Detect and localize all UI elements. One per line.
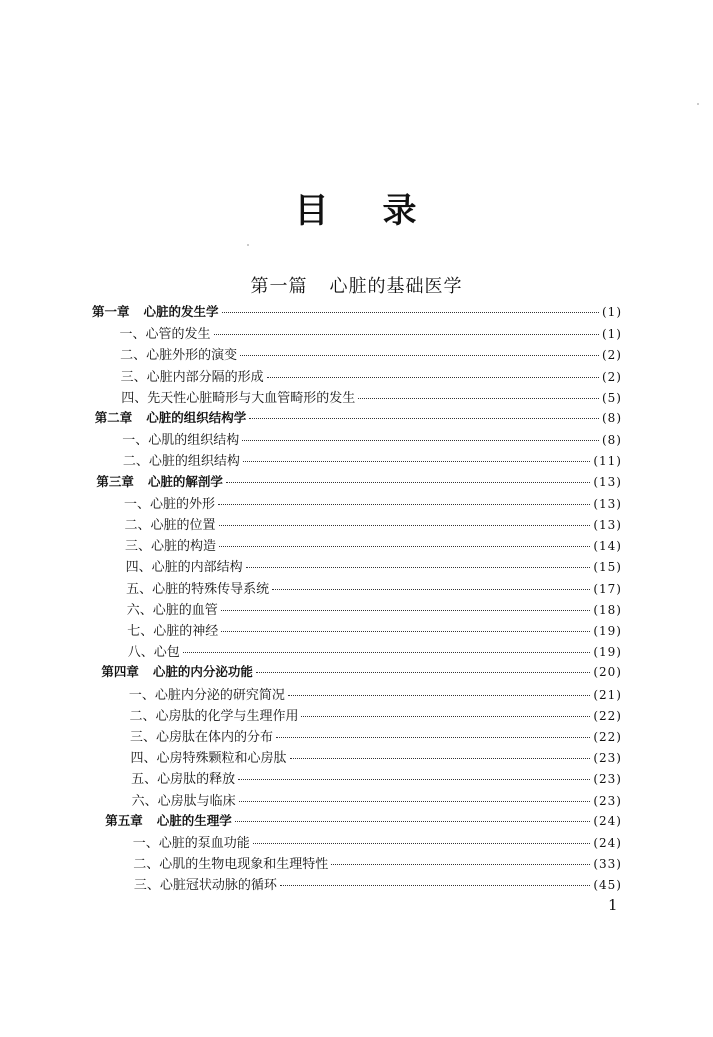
toc-page-number: (22) xyxy=(593,730,622,744)
toc-page-number: (13) xyxy=(593,518,622,532)
dot-leader xyxy=(243,461,590,462)
section-title: 五、心房肽的释放 xyxy=(131,772,236,788)
toc-entry-label xyxy=(126,556,243,575)
dot-leader xyxy=(256,672,590,673)
toc-page-number: (11) xyxy=(593,454,622,469)
dot-leader xyxy=(222,312,599,313)
toc-entry-label xyxy=(122,429,239,448)
toc-entry-label xyxy=(134,874,277,893)
toc-page-number: (19) xyxy=(593,624,622,638)
chapter-title: 心脏的解剖学 xyxy=(147,473,223,489)
dot-leader xyxy=(183,652,591,653)
dot-leader xyxy=(331,864,590,865)
toc-page-number: (23) xyxy=(593,751,622,766)
dot-leader xyxy=(276,737,590,738)
section-title: 三、心脏的构造 xyxy=(125,539,217,555)
toc-section-row xyxy=(120,323,622,345)
part-name: 心脏的基础医学 xyxy=(329,276,463,297)
toc-page-number: (1) xyxy=(602,305,622,319)
toc-chapter-row xyxy=(96,472,622,494)
section-title: 一、心脏的外形 xyxy=(123,496,215,512)
toc-page-number: (2) xyxy=(601,369,622,384)
toc-page-number: (8) xyxy=(602,411,622,425)
toc-entry-label xyxy=(131,747,287,766)
toc-page-number: (15) xyxy=(593,560,622,575)
toc-chapter-row xyxy=(95,408,622,430)
toc-entry-label xyxy=(128,641,180,660)
dot-leader xyxy=(214,334,599,335)
section-title: 五、心脏的特殊传导系统 xyxy=(126,581,270,597)
dot-leader xyxy=(253,843,591,844)
dot-leader xyxy=(358,398,599,399)
toc-section-row xyxy=(129,684,622,706)
toc-entry-label xyxy=(95,408,247,426)
toc-entry-label xyxy=(105,811,232,829)
toc-page-number: (22) xyxy=(593,708,622,723)
toc-page-number: (20) xyxy=(593,665,622,680)
section-title: 二、心脏外形的演变 xyxy=(120,348,238,364)
toc-entry-label xyxy=(125,535,216,554)
toc-entry-label xyxy=(127,599,218,618)
toc-section-row xyxy=(133,853,622,875)
chapter-number: 第五章 xyxy=(105,812,143,828)
chapter-number: 第一章 xyxy=(92,304,130,319)
section-title: 六、心房肽与临床 xyxy=(131,793,236,809)
toc-section-row xyxy=(125,535,622,557)
toc-entry-label xyxy=(120,323,211,342)
toc-entry-label xyxy=(121,387,355,406)
toc-entry-label xyxy=(126,578,269,597)
section-title: 二、心房肽的化学与生理作用 xyxy=(129,708,299,724)
dot-leader xyxy=(272,589,590,590)
toc-page-number: (1) xyxy=(601,327,622,342)
chapter-title: 心脏的内分泌功能 xyxy=(152,664,253,680)
toc-section-row xyxy=(120,344,622,366)
dot-leader xyxy=(221,610,591,611)
toc-entry-label xyxy=(96,472,223,490)
dot-leader xyxy=(219,546,590,547)
dot-leader xyxy=(240,355,599,356)
toc-section-row xyxy=(125,514,623,536)
toc-section-row xyxy=(128,641,622,663)
dot-leader xyxy=(219,525,591,526)
chapter-title: 心脏的组织结构学 xyxy=(146,410,247,425)
toc-title xyxy=(0,183,713,232)
toc-page-number: (33) xyxy=(593,857,622,872)
toc-entry-label xyxy=(130,726,273,745)
toc-page-number: (18) xyxy=(593,602,622,617)
toc-chapter-row xyxy=(101,662,622,684)
section-title: 三、心房肽在体内的分布 xyxy=(130,730,274,745)
dot-leader xyxy=(288,695,590,696)
scan-speck xyxy=(247,244,249,246)
section-title: 一、心脏内分泌的研究简况 xyxy=(128,687,285,703)
toc-title-right: 录 xyxy=(382,191,419,231)
part-label: 第一篇 xyxy=(250,276,308,297)
section-title: 七、心脏的神经 xyxy=(127,624,219,639)
toc-page-number: (23) xyxy=(593,772,622,787)
toc-entry-label xyxy=(131,768,235,787)
toc-entry-label xyxy=(129,705,298,724)
toc-entry-label xyxy=(133,853,328,872)
section-title: 四、心房特殊颗粒和心房肽 xyxy=(130,751,287,767)
toc-entry-label xyxy=(123,450,240,469)
toc-page-number: (21) xyxy=(593,687,622,702)
section-title: 四、心脏的内部结构 xyxy=(125,560,243,576)
chapter-title: 心脏的生理学 xyxy=(156,812,232,828)
part-heading xyxy=(0,272,713,298)
toc-section-row xyxy=(126,578,622,600)
dot-leader xyxy=(235,821,591,822)
section-title: 三、心脏内部分隔的形成 xyxy=(120,369,264,385)
dot-leader xyxy=(221,631,590,632)
toc-section-row xyxy=(122,429,622,451)
toc-section-row xyxy=(133,832,622,854)
section-title: 二、心脏的组织结构 xyxy=(122,454,240,470)
toc-section-row xyxy=(131,768,622,790)
toc-section-row xyxy=(127,599,622,621)
toc-entry-label xyxy=(92,302,219,320)
chapter-number: 第二章 xyxy=(94,410,133,425)
toc-section-row xyxy=(132,790,622,812)
toc-section-row xyxy=(127,620,622,642)
dot-leader xyxy=(290,758,591,759)
toc-entry-label xyxy=(124,493,215,512)
toc-section-row xyxy=(123,450,622,472)
toc-section-row xyxy=(130,726,622,748)
toc-page-number: (14) xyxy=(593,539,622,554)
toc-section-row xyxy=(134,874,622,896)
toc-page-number: (45) xyxy=(593,878,622,893)
dot-leader xyxy=(249,418,599,419)
toc-entry-label xyxy=(129,684,285,703)
dot-leader xyxy=(267,377,599,378)
section-title: 二、心肌的生物电现象和生理特性 xyxy=(133,857,329,873)
toc-page-number: (5) xyxy=(601,390,622,405)
toc-entry-label xyxy=(132,790,236,809)
dot-leader xyxy=(301,716,590,717)
section-title: 四、先天性心脏畸形与大血管畸形的发生 xyxy=(121,390,356,406)
toc-page-number: (19) xyxy=(593,645,622,660)
toc-entry-label xyxy=(101,662,253,680)
toc-page-number: (8) xyxy=(601,433,622,448)
dot-leader xyxy=(280,885,590,886)
toc-entry-label xyxy=(121,366,264,385)
page-number: 1 xyxy=(608,896,618,914)
section-title: 一、心肌的组织结构 xyxy=(122,433,240,449)
dot-leader xyxy=(239,801,591,802)
toc-section-row xyxy=(124,493,622,515)
toc-section-row xyxy=(126,556,622,578)
toc-section-row xyxy=(131,747,622,769)
section-title: 一、心管的发生 xyxy=(119,327,211,343)
section-title: 八、心包 xyxy=(127,645,180,661)
dot-leader xyxy=(226,482,590,483)
toc-entry-label xyxy=(125,514,216,533)
dot-leader xyxy=(246,567,591,568)
toc-entry-label xyxy=(133,832,250,851)
chapter-number: 第四章 xyxy=(101,664,139,680)
toc-entry-label xyxy=(127,620,218,639)
toc-chapter-row xyxy=(92,302,622,324)
chapter-number: 第三章 xyxy=(96,473,134,489)
toc-section-row xyxy=(129,705,622,727)
toc-page-number: (13) xyxy=(593,496,622,511)
scan-speck xyxy=(697,103,699,105)
toc-chapter-row xyxy=(105,811,622,833)
dot-leader xyxy=(218,504,590,505)
section-title: 三、心脏冠状动脉的循环 xyxy=(133,878,277,894)
toc-page-number: (23) xyxy=(593,793,622,808)
toc-page-number: (13) xyxy=(593,474,622,489)
section-title: 一、心脏的泵血功能 xyxy=(132,836,250,851)
section-title: 六、心脏的血管 xyxy=(126,602,218,618)
toc-page-number: (24) xyxy=(593,836,622,850)
dot-leader xyxy=(238,779,590,780)
chapter-title: 心脏的发生学 xyxy=(143,304,219,319)
section-title: 二、心脏的位置 xyxy=(124,518,216,533)
toc-section-row xyxy=(121,387,622,409)
toc-page-number: (17) xyxy=(593,581,622,596)
toc-page-number: (24) xyxy=(593,813,622,828)
toc-entry-label xyxy=(120,344,237,363)
dot-leader xyxy=(242,440,599,441)
toc-section-row xyxy=(121,366,622,388)
toc-page-number: (2) xyxy=(601,348,622,363)
toc-title-left: 目 xyxy=(294,191,331,231)
